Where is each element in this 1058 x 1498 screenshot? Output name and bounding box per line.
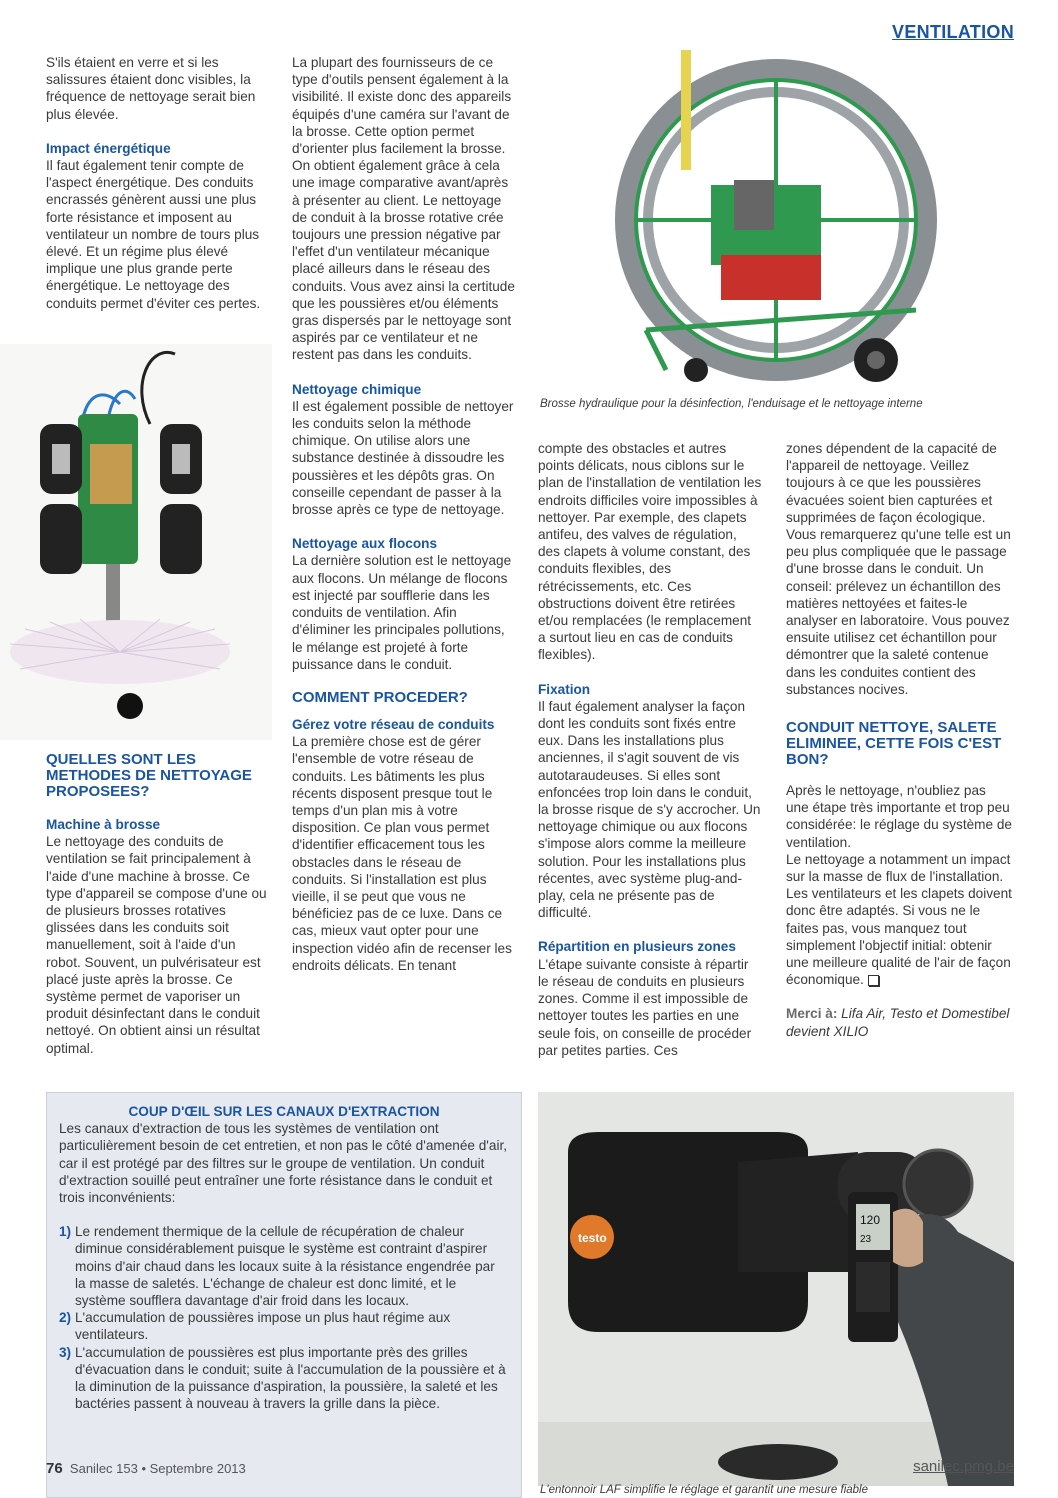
column-3 [538,440,762,1059]
methods-heading: QUELLES SONT LES METHODES DE NETTOYAGE PROPOSEES? [46,751,252,800]
reel-caption: Brosse hydraulique pour la désinfection, l'enduisage et le nettoyage interne [540,398,923,410]
section-tag: VENTILATION [892,22,1014,42]
impact-text: Il faut également tenir compte de l'aspect énergétique. Des conduits encrassés génèrent aussi une plus forte résistance et imposent au ventilateur un nombre de tours plus élevé. Et un régime plus élevé implique une plus grande perte énergétique. Le nettoyage des conduits permet d'éviter ces pertes. [46,158,261,311]
column-1 [46,54,268,312]
manage-heading: Gérez votre réseau de conduits [292,716,495,732]
thanks: Merci à: Lifa Air, Testo et Domestibel devient XILIO [786,1006,1010,1039]
col2-intro: La plupart des fournisseurs de ce type d'outils pensent également à la visibilité. Il existe donc des appareils équipés d'une caméra sur l'avant de la brosse. Cette option permet d'orienter plus facilement la brosse. On obtient également grâce à cela une image comparative avant/après à présenter au client. Le nettoyage de conduit à la brosse rotative crée toujours une pression négative par l'effet d'un ventilateur mécanique placé ailleurs dans le réseau des conduits. Vous avez ainsi la certitude que les poussières et/ou éléments gras dispersés par le nettoyage sont aspirés par ce ventilateur et ne restent pas dans les conduits. [292,55,515,363]
chemical-heading: Nettoyage chimique [292,381,422,397]
column-4 [786,440,1012,1040]
machine-text: Le nettoyage des conduits de ventilation se fait principalement à l'aide d'une machine à brosse. Ce type d'appareil se compose d'une ou de plusieurs brosses rotatives glissées dans les conduits soit manuellement, soit à l'aide d'un robot. Souvent, un pulvérisateur est placé juste après la brosse. Ce système permet de vaporiser un produit désinfectant dans le conduit nettoyé. On obtient ainsi un résultat optimal. [46,834,267,1056]
footer-issue: 76 Sanilec 153 • Septembre 2013 [46,1460,246,1477]
flakes-text: La dernière solution est le nettoyage aux flocons. Un mélange de flocons est injecté par soufflerie dans les conduits de ventilation. Afin d'éliminer les principales pollutions, le mélange est projeté à forte puissance dans le conduit. [292,553,512,672]
box-item-2: 2) L'accumulation de poussières impose un plus haut régime aux ventilateurs. [59,1310,451,1343]
done-text-1: Après le nettoyage, n'oubliez pas une étape très importante et trop peu considérée: le réglage du système de ventilation. [786,783,1012,850]
done-heading: CONDUIT NETTOYE, SALETE ELIMINEE, CETTE FOIS C'EST BON? [786,719,1002,769]
col4-text: zones dépendent de la capacité de l'appareil de nettoyage. Veillez toujours à ce que les poussières évacuées soient bien capturées et supprimées de façon écologique. Vous remarquerez qu'une telle est un peu plus compliquée que le passage d'une brosse dans le conduit. Un conseil: prélevez un échantillon des matières nettoyées et faites-le analyser en laboratoire. Vous pouvez ensuite utilisez cet échantillon pour démontrer que la saleté contenue dans les conduites contient des substances nocives. [786,441,1011,697]
fixation-text: Il faut également analyser la façon dont les conduits sont fixés entre eux. Dans les installations plus anciennes, il s'agit souvent de vis autotaraudeuses. Si elles sont enfoncées trop loin dans le conduit, la brosse risque de s'y accrocher. Un nettoyage chimique ou aux flocons s'impose alors comme la meilleure solution. Pour les installations plus récentes, avec système plug-and-play, cela ne présente pas de difficulté. [538,698,761,921]
meter-readout-1: 120 [860,1213,881,1227]
end-mark-icon [868,975,879,986]
box-item-3: 3) L'accumulation de poussières est plus importante près des grilles d'évacuation dans le conduit; suite à l'accumulation de la poussière et à la diminution de la puissance d'aspiration, la poussière, la saleté et les bactéries passent à nouveau à travers la grille dans la pièce. [59,1344,506,1412]
hydraulic-reel-photo [536,50,1014,390]
box-title: COUP D'ŒIL SUR LES CANAUX D'EXTRACTION [128,1104,440,1119]
zones-heading: Répartition en plusieurs zones [538,939,736,955]
chemical-text: Il est également possible de nettoyer les conduits selon la méthode chimique. On utilise alors une substance destinée à dissoudre les poussières et les dépôts gras. On conseille cependant de passer à la brosse après ce type de nettoyage. [292,398,514,518]
column-2 [292,54,516,974]
how-heading: COMMENT PROCEDER? [292,688,468,706]
col3-text: compte des obstacles et autres points délicats, nous ciblons sur le plan de l'installation de ventilation les endroits difficiles voire impossibles à nettoyer. Par exemple, des clapets antifeu, des valves de régulation, des clapets à volume constant, des conduits flexibles, des rétrécissements, etc. Ces obstructions doivent être retirées et/ou remplacées (le remplacement a surtout lieu en cas de conduits flexibles). [538,441,762,663]
column-1-continued [46,752,268,1057]
extraction-box [46,1092,522,1498]
impact-heading: Impact énergétique [46,140,171,156]
robot-brush-photo [0,344,272,740]
footer-site-link[interactable]: sanilec.pmg.be [913,1458,1014,1475]
box-intro: Les canaux d'extraction de tous les systèmes de ventilation ont particulièrement besoin de cet entretien, et non pas le côté d'amenée d'air, car il est protégé par des filtres sur le groupe de ventilation. Un conduit d'extraction souillé peut entraîner une forte résistance dans le conduit et trois inconvénients: [59,1121,508,1206]
testo-hood-photo [538,1092,1014,1486]
fixation-heading: Fixation [538,681,591,697]
flakes-heading: Nettoyage aux flocons [292,536,438,552]
testo-logo: testo [578,1231,607,1245]
meter-readout-2: 23 [860,1234,872,1245]
machine-heading: Machine à brosse [46,817,161,832]
testo-caption: L'entonnoir LAF simplifie le réglage et garantit une mesure fiable [540,1484,869,1496]
zones-text: L'étape suivante consiste à répartir le réseau de conduits en plusieurs zones. Comme il est impossible de nettoyer toutes les parties en une seule fois, on conseille de procéder par petites parties. Ces [538,956,752,1058]
done-text-2: Le nettoyage a notamment un impact sur la masse de flux de l'installation. Les ventilateurs et les clapets doivent donc être adaptés. Si vous ne le faites pas, vous manquez tout simplement l'objectif initial: obtenir une meilleure qualité de l'air de façon économique. [786,851,1012,988]
box-item-1: 1) Le rendement thermique de la cellule de récupération de chaleur diminue considérablement puisque le système est contraint d'aspirer moins d'air chaud dans les locaux suite à la résistance engendrée par la masse de saletés. L'échange de chaleur est donc limité, et le système soufflera davantage d'air froid dans les locaux. [59,1224,495,1309]
manage-text: La première chose est de gérer l'ensemble de votre réseau de conduits. Les bâtiments les plus récents disposent presque tout le temps d'un plan mis à votre disposition. Ce plan vous permet d'identifier efficacement tous les obstacles dans le réseau de conduits. Si l'installation est plus vieille, il se peut que vous ne bénéficiez pas de ce luxe. Dans ce cas, mieux vaut opter pour une inspection vidéo afin de recenser les endroits délicats. En tenant [292,734,512,973]
col1-intro: S'ils étaient en verre et si les salissures étaient donc visibles, la fréquence de nettoyage serait bien plus élevée. [46,55,256,122]
